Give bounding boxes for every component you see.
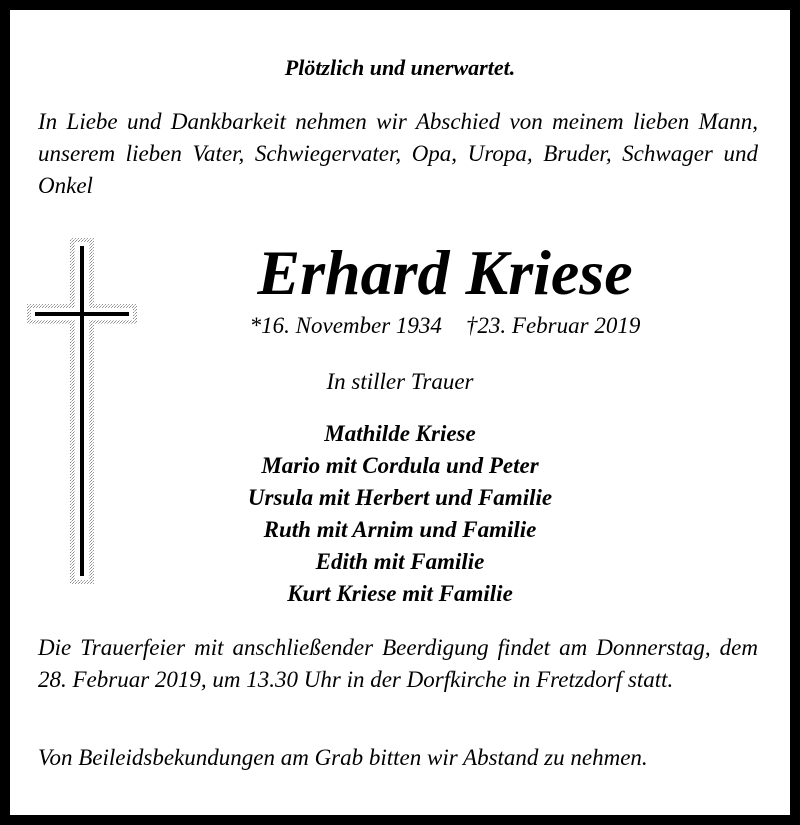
- intro-text: In Liebe und Dankbarkeit nehmen wir Abschied von meinem lieben Mann, unserem lieben Vater, Schwiegervater, Opa, Uropa, Bruder, Schwager und Onkel: [38, 109, 758, 198]
- mourner-name: Mario mit Cordula und Peter: [261, 453, 539, 478]
- funeral-service-text: Die Trauerfeier mit anschließender Beerdigung findet am Donnerstag, dem 28. Februar 2019, um 13.30 Uhr in der Dorfkirche in Fretzdorf statt.: [38, 635, 758, 692]
- mourner-name: Kurt Kriese mit Familie: [287, 581, 513, 606]
- mourner-name: Ursula mit Herbert und Familie: [247, 485, 553, 510]
- death-date: †23. Februar 2019: [465, 313, 641, 338]
- condolence-text: Von Beileidsbekundungen am Grab bitten wir Abstand zu nehmen.: [38, 745, 648, 770]
- mourner-name: Mathilde Kriese: [324, 421, 476, 446]
- notice-heading: Plötzlich und unerwartet.: [284, 55, 516, 80]
- mourner-name: Ruth mit Arnim und Familie: [263, 517, 537, 542]
- life-dates: [100, 310, 790, 342]
- mourner-list: [10, 418, 790, 610]
- mourning-line: In stiller Trauer: [326, 369, 474, 394]
- mourner-name: Edith mit Familie: [315, 549, 485, 574]
- deceased-name: Erhard Kriese: [257, 237, 633, 308]
- birth-date: *16. November 1934: [249, 313, 442, 338]
